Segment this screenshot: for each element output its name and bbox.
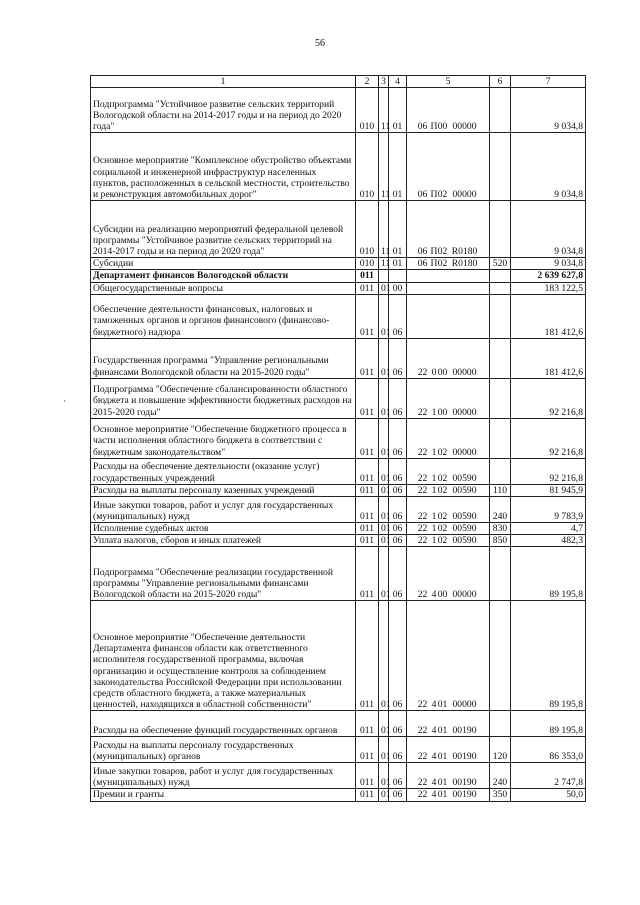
subsection-cell: 06 — [389, 294, 407, 338]
row-name-cell: Общегосударственные вопросы — [91, 282, 356, 294]
target-article-part: 00000 — [452, 366, 477, 378]
row-name-cell: Подпрограмма "Устойчивое развитие сельских территорий Вологодской области на 2014-2017 годы и на период до 2020 года" — [91, 88, 356, 133]
target-article-part: 22 — [417, 366, 428, 378]
column-header: 6 — [490, 76, 511, 88]
expense-type-cell — [490, 282, 511, 294]
target-article-part: П — [430, 246, 438, 257]
target-article-part: 1 — [431, 484, 437, 496]
target-article-cell — [407, 282, 490, 294]
row-name-cell: Государственная программа "Управление региональными финансами Вологодской области на 2015-2020 годы" — [91, 338, 356, 378]
expense-type-cell: 350 — [490, 789, 511, 801]
admin-code-cell: 011 — [356, 547, 379, 601]
subsection-cell: 01 — [389, 201, 407, 258]
expense-type-cell: 240 — [490, 763, 511, 789]
target-article-part: 22 — [417, 446, 428, 458]
amount-cell: 81 945,9 — [511, 484, 586, 496]
section-cell — [379, 270, 389, 282]
target-article-part: 02 — [437, 258, 448, 270]
row-name-cell: Исполнение судебных актов — [91, 523, 356, 535]
target-article-part: R0180 — [451, 258, 478, 270]
table-row — [91, 711, 586, 737]
expense-type-cell — [490, 88, 511, 133]
expense-type-cell: 120 — [490, 737, 511, 763]
amount-cell: 482,3 — [511, 535, 586, 547]
target-article-cell — [407, 535, 490, 547]
target-article-cell — [407, 294, 490, 338]
expense-type-cell — [490, 338, 511, 378]
target-article-part: 4 — [431, 725, 437, 737]
row-name-cell: Уплата налогов, сборов и иных платежей — [91, 535, 356, 547]
expense-type-cell — [490, 270, 511, 282]
table-row — [91, 789, 586, 801]
target-article-cell — [407, 258, 490, 270]
target-article-part: R0180 — [451, 246, 478, 257]
amount-cell: 9 034,8 — [511, 133, 586, 201]
table-row — [91, 418, 586, 458]
subsection-cell: 01 — [389, 258, 407, 270]
section-cell: 01 — [379, 523, 389, 535]
target-article-cell — [407, 418, 490, 458]
expense-type-cell: 110 — [490, 484, 511, 496]
table-row — [91, 497, 586, 523]
expense-type-cell — [490, 547, 511, 601]
target-article-part: 00 — [437, 366, 448, 378]
section-cell: 01 — [379, 294, 389, 338]
admin-code-cell: 011 — [356, 458, 379, 484]
expense-type-cell — [490, 458, 511, 484]
target-article-part: 00000 — [452, 189, 477, 200]
section-cell: 01 — [379, 547, 389, 601]
target-article-part: 1 — [431, 446, 437, 458]
amount-cell: 9 034,8 — [511, 88, 586, 133]
target-article-part: 02 — [437, 523, 448, 535]
section-cell: 01 — [379, 601, 389, 711]
subsection-cell: 01 — [389, 88, 407, 133]
subsection-cell: 06 — [389, 547, 407, 601]
section-cell: 01 — [379, 737, 389, 763]
table-row — [91, 258, 586, 270]
target-article-part: 00 — [437, 121, 448, 132]
admin-code-cell: 011 — [356, 523, 379, 535]
table-row — [91, 601, 586, 711]
subsection-cell: 06 — [389, 523, 407, 535]
amount-cell: 50,0 — [511, 789, 586, 801]
row-name-cell: Основное мероприятие "Обеспечение бюджетного процесса в части исполнения областного бюджета в соответствии с бюджетным законодательством" — [91, 418, 356, 458]
subsection-cell: 06 — [389, 338, 407, 378]
section-cell: 01 — [379, 484, 389, 496]
target-article-part: 00590 — [452, 510, 477, 522]
column-header: 1 — [91, 76, 356, 88]
target-article-part: 4 — [431, 777, 437, 789]
target-article-part: 00190 — [452, 789, 477, 801]
amount-cell: 4,7 — [511, 523, 586, 535]
column-header: 5 — [407, 76, 490, 88]
admin-code-cell: 011 — [356, 601, 379, 711]
subsection-cell: 06 — [389, 484, 407, 496]
target-article-part: 1 — [431, 406, 437, 418]
target-article-part: 4 — [431, 789, 437, 801]
row-name-cell: Департамент финансов Вологодской области — [91, 270, 356, 282]
admin-code-cell: 011 — [356, 294, 379, 338]
expense-type-cell — [490, 418, 511, 458]
section-cell: 01 — [379, 378, 389, 418]
admin-code-cell: 011 — [356, 484, 379, 496]
target-article-part: 00000 — [452, 121, 477, 132]
target-article-cell — [407, 789, 490, 801]
target-article-cell — [407, 497, 490, 523]
expense-type-cell — [490, 294, 511, 338]
section-cell: 11 — [379, 201, 389, 258]
admin-code-cell: 011 — [356, 497, 379, 523]
subsection-cell: 06 — [389, 378, 407, 418]
target-article-cell — [407, 88, 490, 133]
amount-cell: 9 034,8 — [511, 201, 586, 258]
table-row — [91, 133, 586, 201]
target-article-part: 06 — [417, 121, 428, 132]
target-article-part: 4 — [431, 699, 437, 711]
target-article-cell — [407, 378, 490, 418]
target-article-part: 00190 — [452, 751, 477, 763]
target-article-part: 22 — [417, 406, 428, 418]
target-article-part: 01 — [437, 789, 448, 801]
target-article-part: 00000 — [452, 406, 477, 418]
subsection-cell: 06 — [389, 601, 407, 711]
row-name-cell: Иные закупки товаров, работ и услуг для государственных (муниципальных) нужд — [91, 497, 356, 523]
target-article-cell — [407, 338, 490, 378]
section-cell: 11 — [379, 88, 389, 133]
section-cell: 01 — [379, 711, 389, 737]
amount-cell: 92 216,8 — [511, 458, 586, 484]
amount-cell: 181 412,6 — [511, 338, 586, 378]
expense-type-cell: 850 — [490, 535, 511, 547]
table-body — [91, 88, 586, 801]
row-name-cell: Расходы на выплаты персоналу государственных (муниципальных) органов — [91, 737, 356, 763]
target-article-part: 02 — [437, 510, 448, 522]
expense-type-cell — [490, 711, 511, 737]
section-cell: 01 — [379, 338, 389, 378]
subsection-cell: 06 — [389, 418, 407, 458]
admin-code-cell: 011 — [356, 737, 379, 763]
expense-type-cell — [490, 201, 511, 258]
section-cell: 01 — [379, 418, 389, 458]
row-name-cell: Подпрограмма "Обеспечение реализации государственной программы "Управление региональными финансами Вологодской области на 2015-2020 годы" — [91, 547, 356, 601]
row-name-cell: Субсидии на реализацию мероприятий федеральной целевой программы "Устойчивое развитие сельских территорий на 2014-2017 годы и на период до 2020 года" — [91, 201, 356, 258]
subsection-cell: 01 — [389, 133, 407, 201]
target-article-part: 02 — [437, 535, 448, 547]
admin-code-cell: 011 — [356, 789, 379, 801]
target-article-part: 01 — [437, 751, 448, 763]
target-article-cell — [407, 201, 490, 258]
row-name-cell: Расходы на обеспечение функций государственных органов — [91, 711, 356, 737]
amount-cell: 9 034,8 — [511, 258, 586, 270]
section-cell: 01 — [379, 282, 389, 294]
row-name-cell: Подпрограмма "Обеспечение сбалансированности областного бюджета и повышение эффективности бюджетных расходов на 2015-2020 годы" — [91, 378, 356, 418]
expense-type-cell: 520 — [490, 258, 511, 270]
subsection-cell: 06 — [389, 535, 407, 547]
table-row — [91, 458, 586, 484]
column-header: 4 — [389, 76, 407, 88]
target-article-part: 01 — [437, 777, 448, 789]
target-article-part: 0 — [431, 366, 437, 378]
row-name-cell: Иные закупки товаров, работ и услуг для государственных (муниципальных) нужд — [91, 763, 356, 789]
target-article-part: 00590 — [452, 472, 477, 484]
amount-cell: 181 412,6 — [511, 294, 586, 338]
target-article-cell — [407, 547, 490, 601]
table-row — [91, 737, 586, 763]
row-name-cell: Обеспечение деятельности финансовых, налоговых и таможенных органов и органов финансового (финансово-бюджетного) надзора — [91, 294, 356, 338]
target-article-cell — [407, 711, 490, 737]
table-row — [91, 484, 586, 496]
target-article-part: 22 — [417, 535, 428, 547]
target-article-part: 22 — [417, 751, 428, 763]
admin-code-cell: 011 — [356, 418, 379, 458]
target-article-part: 01 — [437, 699, 448, 711]
target-article-cell — [407, 523, 490, 535]
target-article-cell — [407, 270, 490, 282]
row-name-cell: Основное мероприятие "Комплексное обустройство объектами социальной и инженерной инфраструктур населенных пунктов, расположенных в сельской местности, строительство и реконструкция автомобильных дорог" — [91, 133, 356, 201]
target-article-part: П — [430, 189, 438, 200]
table-row — [91, 535, 586, 547]
admin-code-cell: 010 — [356, 258, 379, 270]
target-article-cell — [407, 484, 490, 496]
subsection-cell: 06 — [389, 458, 407, 484]
row-name-cell: Основное мероприятие "Обеспечение деятельности Департамента финансов области как ответственного исполнителя государственной программы, включая организацию и осуществление контроля за соблюдением законодательства Российской Федерации при использовании средств областного бюджета, а также материальных ценностей, находящихся в областной собственности" — [91, 601, 356, 711]
target-article-part: 02 — [437, 484, 448, 496]
target-article-part: 02 — [437, 246, 448, 257]
row-name-cell: Субсидии — [91, 258, 356, 270]
expense-type-cell: 240 — [490, 497, 511, 523]
table-row — [91, 201, 586, 258]
target-article-part: 4 — [431, 589, 437, 601]
target-article-part: 4 — [431, 751, 437, 763]
section-cell: 11 — [379, 258, 389, 270]
amount-cell: 89 195,8 — [511, 711, 586, 737]
amount-cell: 86 353,0 — [511, 737, 586, 763]
target-article-part: 00000 — [452, 699, 477, 711]
admin-code-cell: 011 — [356, 270, 379, 282]
amount-cell: 89 195,8 — [511, 601, 586, 711]
target-article-cell — [407, 763, 490, 789]
target-article-part: 06 — [417, 189, 428, 200]
subsection-cell: 06 — [389, 763, 407, 789]
target-article-part: 22 — [417, 523, 428, 535]
target-article-part: 00 — [437, 589, 448, 601]
target-article-part: 00190 — [452, 725, 477, 737]
amount-cell: 89 195,8 — [511, 547, 586, 601]
target-article-part: 00 — [437, 406, 448, 418]
target-article-part: 22 — [417, 589, 428, 601]
target-article-part: 1 — [431, 523, 437, 535]
target-article-part: 02 — [437, 472, 448, 484]
target-article-cell — [407, 458, 490, 484]
admin-code-cell: 011 — [356, 711, 379, 737]
target-article-part: 00590 — [452, 523, 477, 535]
table-row — [91, 270, 586, 282]
target-article-part: 00000 — [452, 589, 477, 601]
table-row — [91, 294, 586, 338]
table-row — [91, 88, 586, 133]
amount-cell: 183 122,5 — [511, 282, 586, 294]
admin-code-cell: 011 — [356, 378, 379, 418]
admin-code-cell: 010 — [356, 201, 379, 258]
target-article-part: П — [430, 121, 438, 132]
amount-cell: 92 216,8 — [511, 418, 586, 458]
expense-type-cell: 830 — [490, 523, 511, 535]
admin-code-cell: 011 — [356, 282, 379, 294]
target-article-part: 00590 — [452, 535, 477, 547]
amount-cell: 9 783,9 — [511, 497, 586, 523]
section-cell: 01 — [379, 789, 389, 801]
target-article-part: 06 — [417, 246, 428, 257]
subsection-cell: 06 — [389, 497, 407, 523]
target-article-part: 22 — [417, 725, 428, 737]
admin-code-cell: 010 — [356, 133, 379, 201]
budget-table — [90, 75, 586, 802]
target-article-part: 00590 — [452, 484, 477, 496]
column-header: 7 — [511, 76, 586, 88]
page-number: 56 — [315, 38, 325, 49]
table-row — [91, 523, 586, 535]
target-article-part: 00190 — [452, 777, 477, 789]
amount-cell: 2 639 627,8 — [511, 270, 586, 282]
section-cell: 01 — [379, 497, 389, 523]
table-row — [91, 763, 586, 789]
target-article-part: 01 — [437, 725, 448, 737]
row-name-cell: Премии и гранты — [91, 789, 356, 801]
section-cell: 11 — [379, 133, 389, 201]
subsection-cell — [389, 270, 407, 282]
target-article-part: 22 — [417, 510, 428, 522]
target-article-part: 22 — [417, 789, 428, 801]
expense-type-cell — [490, 133, 511, 201]
expense-type-cell — [490, 601, 511, 711]
table-row — [91, 338, 586, 378]
target-article-part: 02 — [437, 446, 448, 458]
section-cell: 01 — [379, 535, 389, 547]
subsection-cell: 00 — [389, 282, 407, 294]
row-name-cell: Расходы на выплаты персоналу казенных учреждений — [91, 484, 356, 496]
table-row — [91, 378, 586, 418]
admin-code-cell: 011 — [356, 535, 379, 547]
target-article-part: 02 — [437, 189, 448, 200]
subsection-cell: 06 — [389, 789, 407, 801]
target-article-cell — [407, 601, 490, 711]
admin-code-cell: 010 — [356, 88, 379, 133]
admin-code-cell: 011 — [356, 338, 379, 378]
subsection-cell: 06 — [389, 711, 407, 737]
target-article-part: 1 — [431, 472, 437, 484]
scan-mark — [64, 400, 65, 402]
target-article-part: 1 — [431, 535, 437, 547]
table-header-row — [91, 76, 586, 88]
section-cell: 01 — [379, 763, 389, 789]
target-article-cell — [407, 737, 490, 763]
table-row — [91, 547, 586, 601]
column-header: 2 — [356, 76, 379, 88]
expense-type-cell — [490, 378, 511, 418]
amount-cell: 2 747,8 — [511, 763, 586, 789]
target-article-part: 22 — [417, 472, 428, 484]
target-article-part: 22 — [417, 699, 428, 711]
target-article-part: 1 — [431, 510, 437, 522]
admin-code-cell: 011 — [356, 763, 379, 789]
amount-cell: 92 216,8 — [511, 378, 586, 418]
section-cell: 01 — [379, 458, 389, 484]
column-header: 3 — [379, 76, 389, 88]
target-article-part: 22 — [417, 777, 428, 789]
target-article-part: 00000 — [452, 446, 477, 458]
table-row — [91, 282, 586, 294]
target-article-part: 22 — [417, 484, 428, 496]
target-article-part: 06 — [417, 258, 428, 270]
target-article-cell — [407, 133, 490, 201]
row-name-cell: Расходы на обеспечение деятельности (оказание услуг) государственных учреждений — [91, 458, 356, 484]
target-article-part: П — [430, 258, 438, 270]
subsection-cell: 06 — [389, 737, 407, 763]
